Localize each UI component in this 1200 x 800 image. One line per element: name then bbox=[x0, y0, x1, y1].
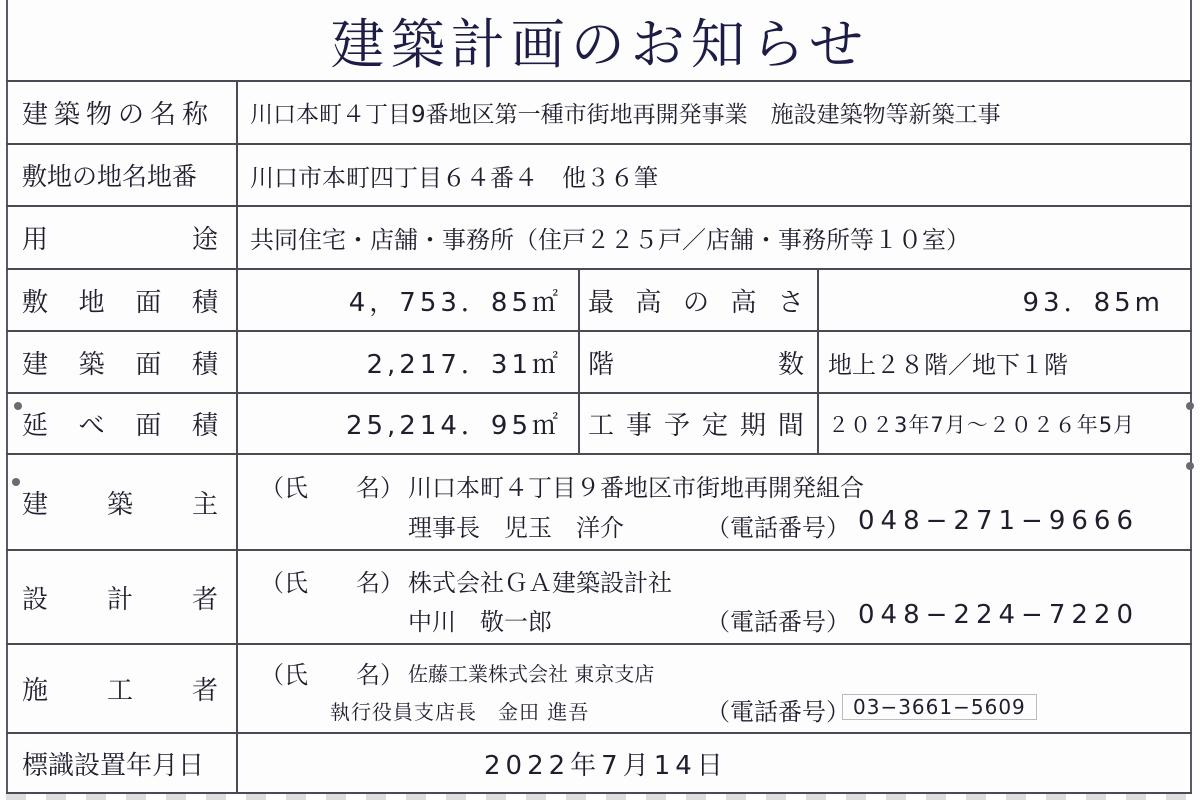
label-char: 定 bbox=[701, 411, 728, 441]
label-char: 延 bbox=[22, 411, 49, 441]
label-char: 面 bbox=[135, 287, 162, 318]
contractor-person: 執行役員支店長 金田 進吾 bbox=[330, 700, 590, 724]
label-char: 建 bbox=[22, 349, 49, 380]
label-char: 積 bbox=[191, 411, 218, 441]
contractor-tel-label: （電話番号） bbox=[706, 698, 850, 726]
label-char: 者 bbox=[191, 676, 218, 706]
label-char: 予 bbox=[663, 411, 690, 441]
label-char: 積 bbox=[191, 349, 218, 380]
label-floors bbox=[582, 332, 810, 392]
label-char: 建 bbox=[22, 489, 49, 520]
contractor-organization: 佐藤工業株式会社 東京支店 bbox=[408, 662, 655, 686]
pin-mark bbox=[14, 402, 22, 410]
label-char: さ bbox=[777, 287, 804, 318]
value-building-name: 川口本町４丁目9番地区第一種市街地再開発事業 施設建築物等新築工事 bbox=[250, 102, 1001, 128]
designer-organization: 株式会社ＧＡ建築設計社 bbox=[408, 569, 672, 597]
next-panel-edge bbox=[6, 794, 1192, 800]
designer-phone: 048−224−7220 bbox=[858, 600, 1139, 630]
value-site-address: 川口市本町四丁目６４番４ 他３６筆 bbox=[250, 163, 658, 192]
label-char: の bbox=[682, 287, 709, 318]
designer-name-label: （氏 名） bbox=[260, 569, 404, 597]
owner-name-label: （氏 名） bbox=[260, 474, 404, 502]
label-char: 階 bbox=[588, 349, 615, 380]
value-site-area: 4，753．85㎡ bbox=[348, 287, 562, 318]
label-char: 築 bbox=[106, 489, 133, 520]
label-char: 高 bbox=[635, 287, 662, 318]
pin-mark bbox=[12, 478, 20, 486]
pin-mark bbox=[1186, 402, 1194, 410]
label-char: 工 bbox=[588, 411, 615, 441]
label-usage-char: 用 bbox=[22, 225, 49, 255]
label-char: 数 bbox=[777, 349, 804, 380]
pin-mark bbox=[1186, 462, 1194, 470]
label-char: 敷 bbox=[22, 287, 49, 318]
label-char: 間 bbox=[777, 411, 804, 441]
label-char: 主 bbox=[191, 489, 218, 520]
value-building-area: 2,217．31㎡ bbox=[366, 349, 562, 380]
label-construction-period bbox=[582, 394, 810, 453]
label-char: 面 bbox=[135, 349, 162, 380]
label-char: 積 bbox=[191, 287, 218, 318]
label-char: 設 bbox=[22, 584, 49, 615]
column-divider bbox=[236, 80, 238, 794]
column-divider bbox=[817, 268, 819, 454]
value-floor-area: 25,214．95㎡ bbox=[345, 411, 562, 441]
label-char: 者 bbox=[191, 584, 218, 615]
contractor-phone: 03−3661−5609 bbox=[842, 694, 1037, 720]
label-posted-date: 標識設置年月日 bbox=[22, 750, 205, 781]
column-divider bbox=[578, 268, 580, 454]
label-char: 最 bbox=[588, 287, 615, 318]
value-usage: 共同住宅・店舗・事務所（住戸２２５戸／店舗・事務所等１０室） bbox=[250, 226, 970, 254]
designer-tel-label: （電話番号） bbox=[706, 608, 850, 636]
label-char: 計 bbox=[106, 584, 133, 615]
value-construction-period: ２０２3年7月～２０２６年5月 bbox=[828, 412, 1136, 437]
label-usage bbox=[6, 207, 234, 268]
sign-title: 建築計画のお知らせ bbox=[330, 12, 870, 76]
label-char: 地 bbox=[78, 287, 105, 318]
label-owner bbox=[6, 455, 234, 549]
contractor-name-label: （氏 名） bbox=[260, 661, 404, 689]
value-floors: 地上２８階／地下１階 bbox=[828, 350, 1068, 379]
designer-person: 中川 敬一郎 bbox=[408, 608, 552, 636]
label-char: 築 bbox=[78, 349, 105, 380]
label-floor-area bbox=[6, 394, 234, 453]
label-usage-char: 途 bbox=[191, 225, 218, 255]
label-contractor bbox=[6, 645, 234, 732]
value-posted-date: 2022年7月14日 bbox=[484, 750, 728, 781]
label-site-area bbox=[6, 270, 234, 330]
label-char: べ bbox=[78, 411, 105, 441]
label-max-height bbox=[582, 270, 810, 330]
owner-phone: 048−271−9666 bbox=[858, 506, 1139, 536]
label-building-area bbox=[6, 332, 234, 392]
label-char: 事 bbox=[625, 411, 652, 441]
label-char: 施 bbox=[22, 676, 49, 706]
label-building-name: 建築物の名称 bbox=[22, 100, 215, 130]
value-max-height: 93．85m bbox=[1022, 287, 1164, 318]
label-site-address: 敷地の地名地番 bbox=[22, 162, 198, 191]
owner-representative: 理事長 児玉 洋介 bbox=[408, 514, 624, 542]
label-designer bbox=[6, 551, 234, 643]
owner-organization: 川口本町４丁目９番地区市街地再開発組合 bbox=[408, 474, 864, 502]
label-char: 工 bbox=[106, 676, 133, 706]
owner-tel-label: （電話番号） bbox=[706, 514, 850, 542]
label-char: 期 bbox=[739, 411, 766, 441]
label-char: 面 bbox=[135, 411, 162, 441]
label-char: 高 bbox=[730, 287, 757, 318]
